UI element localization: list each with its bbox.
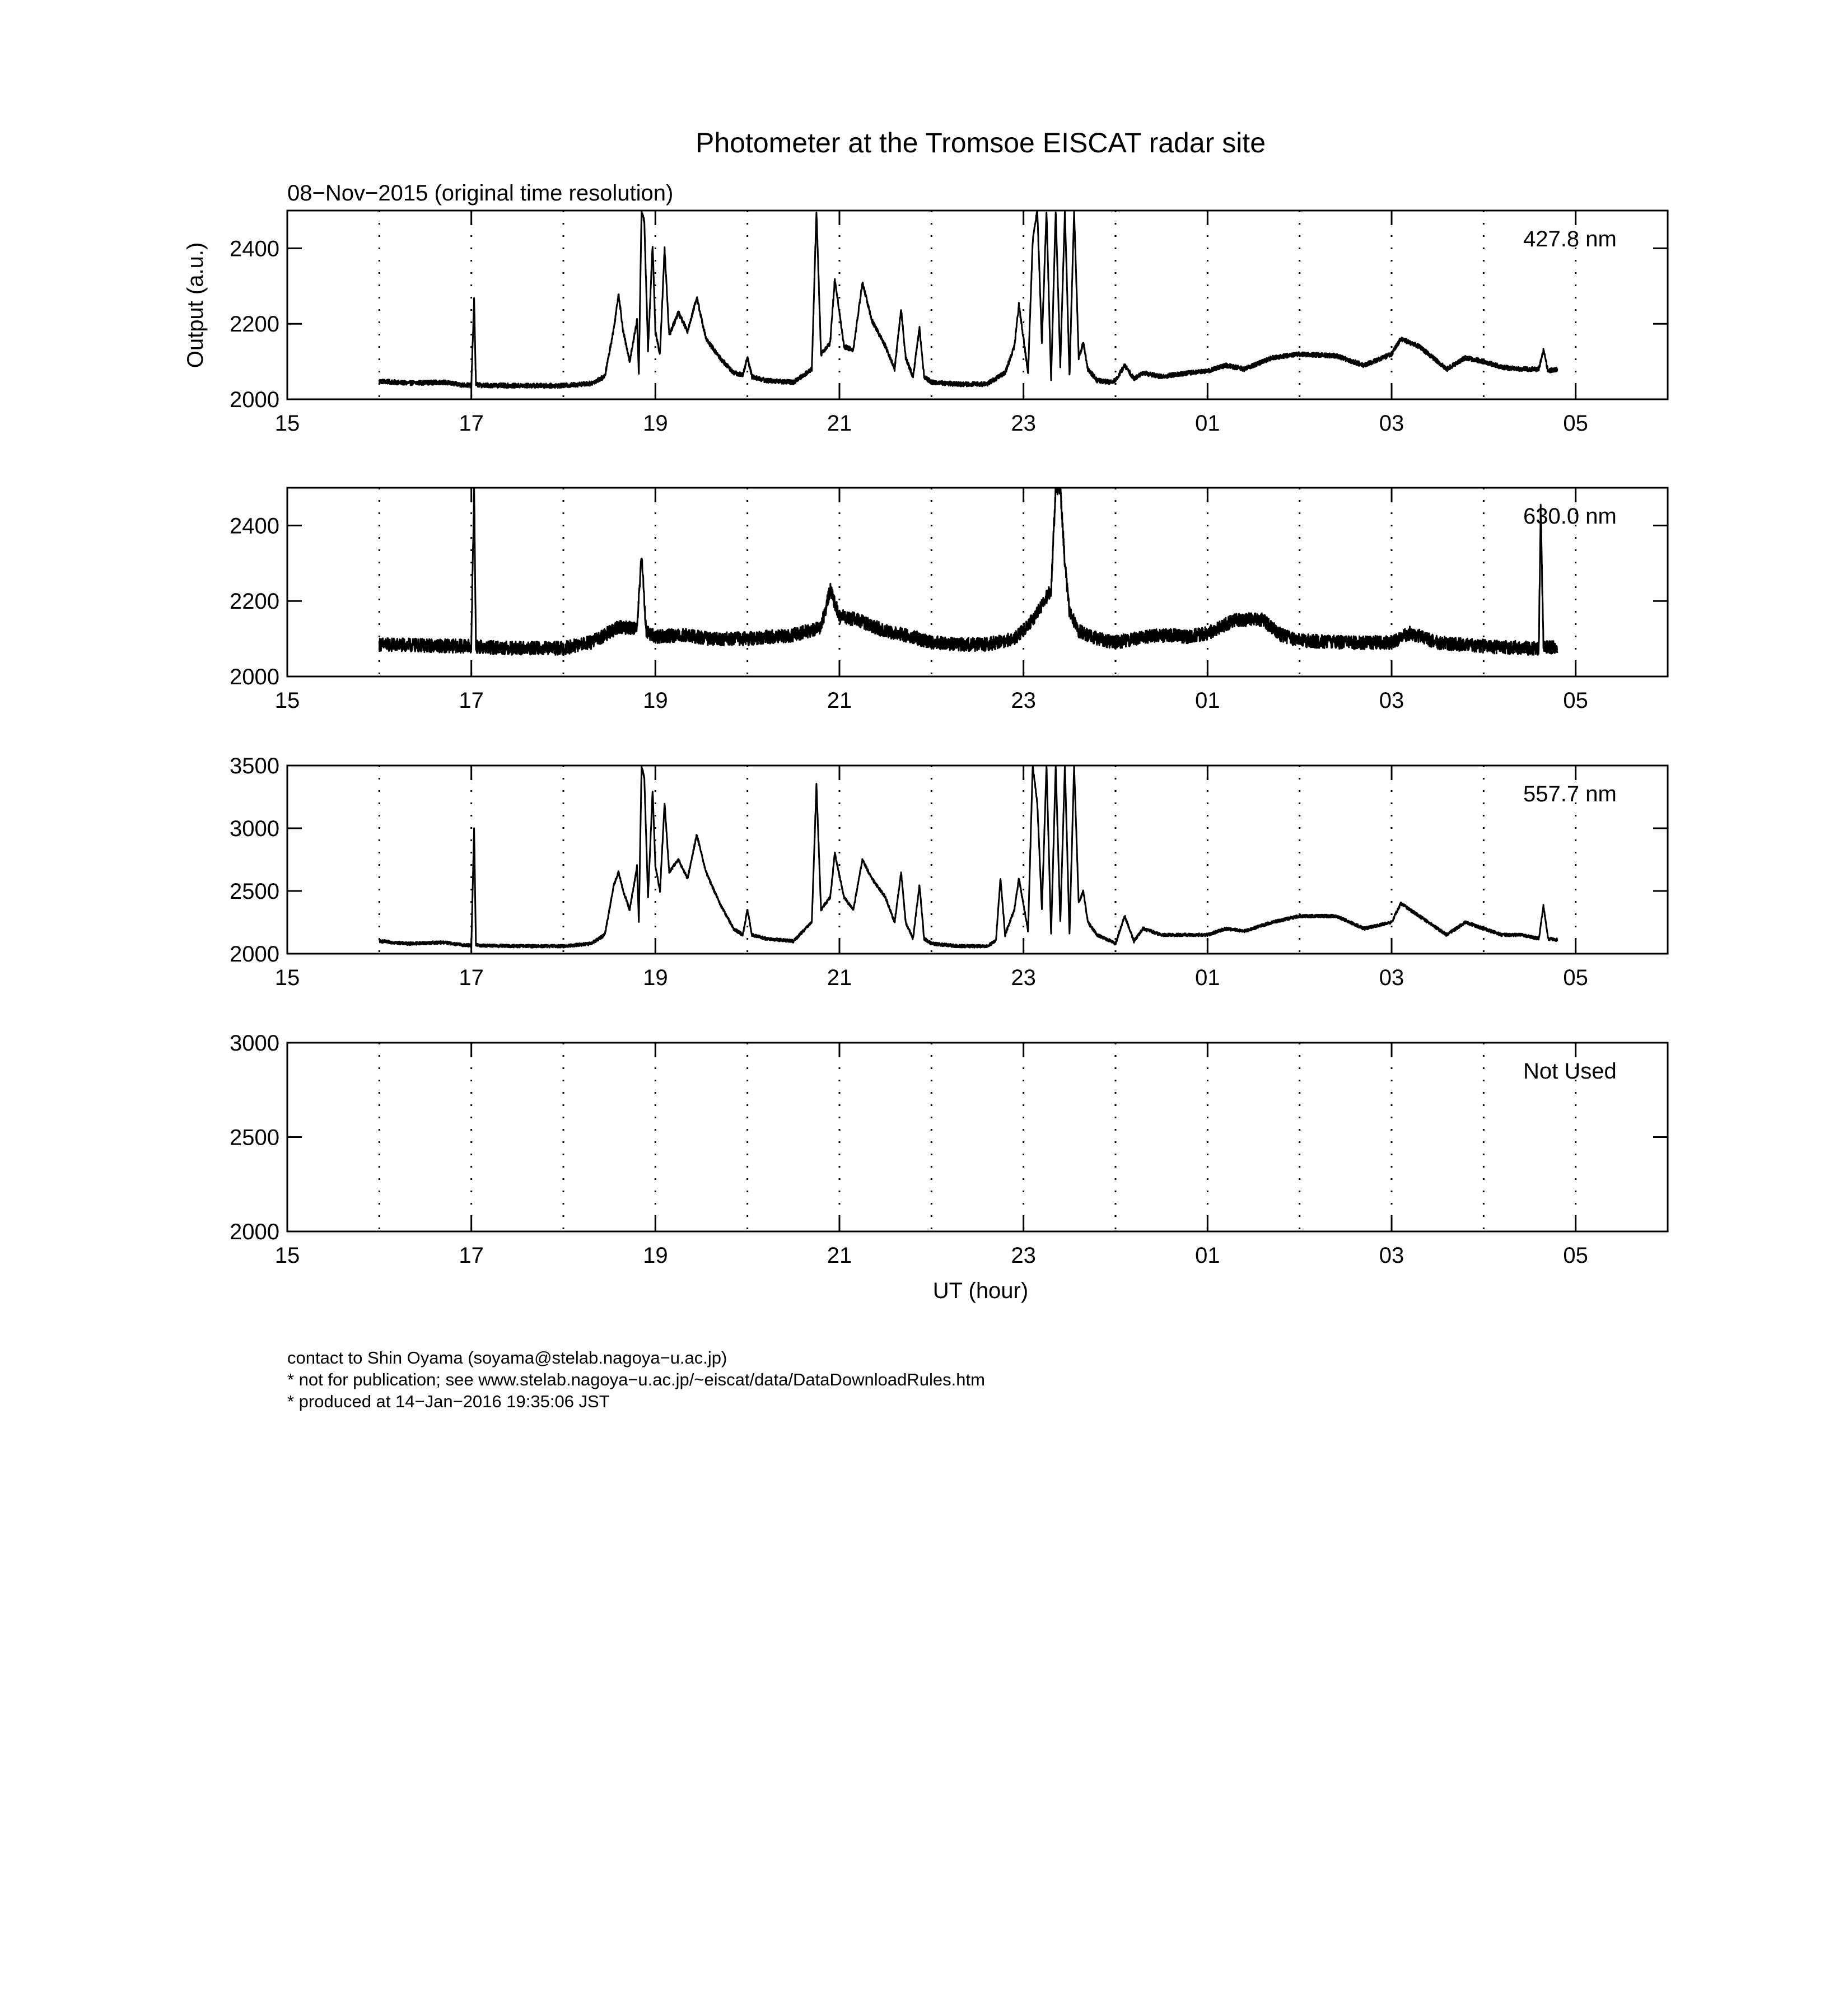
x-tick-label: 19 <box>643 688 668 713</box>
panel-1 <box>230 208 1668 436</box>
x-tick-label: 05 <box>1563 688 1588 713</box>
x-tick-label: 17 <box>459 965 484 990</box>
footer-contact: contact to Shin Oyama (soyama@stelab.nagoya−u.ac.jp) <box>287 1348 727 1368</box>
x-tick-label: 03 <box>1379 688 1404 713</box>
x-tick-label: 21 <box>827 965 852 990</box>
y-tick-label: 2500 <box>230 879 279 904</box>
x-tick-label: 05 <box>1563 965 1588 990</box>
y-tick-label: 2200 <box>230 589 279 614</box>
x-tick-label: 15 <box>274 965 300 990</box>
x-tick-label: 01 <box>1195 411 1220 436</box>
x-tick-label: 15 <box>274 1243 300 1268</box>
axes-frame <box>287 211 1668 399</box>
x-tick-label: 21 <box>827 1243 852 1268</box>
panel-2 <box>230 482 1668 713</box>
y-tick-label: 3000 <box>230 816 279 841</box>
y-axis-label: Output (a.u.) <box>183 242 208 368</box>
x-tick-label: 19 <box>643 411 668 436</box>
y-tick-label: 2500 <box>230 1125 279 1150</box>
x-tick-label: 19 <box>643 965 668 990</box>
x-tick-label: 23 <box>1011 411 1036 436</box>
x-tick-label: 01 <box>1195 688 1220 713</box>
x-tick-label: 03 <box>1379 965 1404 990</box>
x-tick-label: 17 <box>459 411 484 436</box>
series-label: Not Used <box>1523 1059 1617 1084</box>
x-tick-label: 01 <box>1195 965 1220 990</box>
x-tick-label: 05 <box>1563 1243 1588 1268</box>
x-tick-label: 17 <box>459 1243 484 1268</box>
series-line <box>379 208 1557 388</box>
y-tick-label: 2000 <box>230 388 279 412</box>
series-line <box>379 764 1557 948</box>
footer-produced-at: * produced at 14−Jan−2016 19:35:06 JST <box>287 1392 610 1411</box>
x-tick-label: 17 <box>459 688 484 713</box>
y-tick-label: 3500 <box>230 754 279 778</box>
footer-publication-note: * not for publication; see www.stelab.nagoya−u.ac.jp/~eiscat/data/DataDownloadRules.htm <box>287 1370 985 1389</box>
x-tick-label: 21 <box>827 688 852 713</box>
y-tick-label: 2000 <box>230 1220 279 1244</box>
series-label: 630.0 nm <box>1523 504 1617 529</box>
x-tick-label: 15 <box>274 411 300 436</box>
y-tick-label: 2000 <box>230 665 279 689</box>
y-tick-label: 2200 <box>230 312 279 337</box>
x-tick-label: 23 <box>1011 1243 1036 1268</box>
y-tick-label: 2400 <box>230 236 279 262</box>
panel-3 <box>230 754 1668 990</box>
x-tick-label: 19 <box>643 1243 668 1268</box>
series-label: 427.8 nm <box>1523 227 1617 251</box>
x-axis-label: UT (hour) <box>932 1278 1029 1303</box>
footer-notes <box>287 1347 985 1412</box>
x-tick-label: 15 <box>274 688 300 713</box>
panels-group <box>230 208 1668 1268</box>
y-tick-label: 2400 <box>230 514 279 539</box>
x-tick-label: 03 <box>1379 411 1404 436</box>
series-line <box>379 482 1557 655</box>
y-tick-label: 3000 <box>230 1031 279 1056</box>
x-tick-label: 05 <box>1563 411 1588 436</box>
y-tick-label: 2000 <box>230 942 279 967</box>
series-label: 557.7 nm <box>1523 782 1617 806</box>
x-tick-label: 01 <box>1195 1243 1220 1268</box>
x-tick-label: 03 <box>1379 1243 1404 1268</box>
axes-frame <box>287 1043 1668 1231</box>
figure-title: Photometer at the Tromsoe EISCAT radar site <box>695 127 1266 158</box>
x-tick-label: 23 <box>1011 688 1036 713</box>
panel-4 <box>230 1031 1668 1268</box>
x-tick-label: 23 <box>1011 965 1036 990</box>
x-tick-label: 21 <box>827 411 852 436</box>
figure-subtitle: 08−Nov−2015 (original time resolution) <box>287 181 674 206</box>
